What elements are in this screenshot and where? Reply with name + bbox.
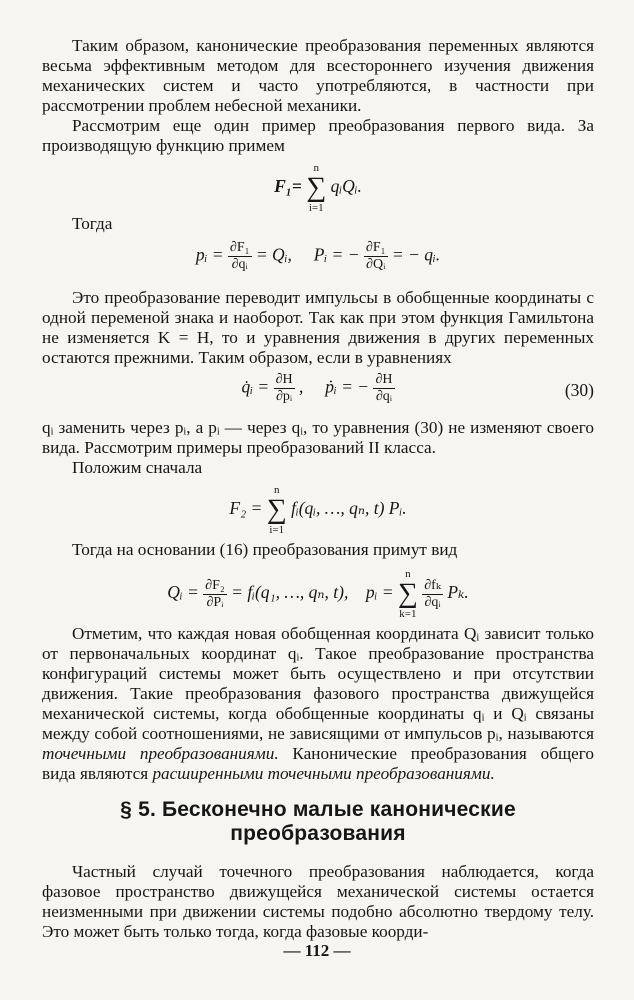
emphasis-point-transforms: точечными преобразованиями. [42, 744, 279, 763]
page-body [42, 36, 594, 942]
formula-f2: F₂ = n ∑ i=1 fᵢ(qᵢ, …, qₙ, t) Pᵢ. [229, 484, 407, 536]
paragraph-6: Тогда на основании (16) преобразования примут вид [72, 540, 458, 559]
formula-f1: F₁= n ∑ i=1 qᵢQᵢ. [274, 162, 362, 214]
paragraph-1: Таким образом, канонические преобразования переменных являются весьма эффективным методом для всестороннего изучения движения механических систем и часто употребляются, в частности при рассмотрении проблем небесной механики. [42, 36, 594, 115]
section-heading: § 5. Бесконечно малые канонические преобразования [120, 798, 516, 845]
paragraph-3: Это преобразование переводит импульсы в обобщенные координаты с одной переменой знака и наоборот. Так как при этом функция Гамильтона не изменяется K = H, то и уравнения движения в других переменных остаются прежними. Таким образом, если в уравнениях [42, 288, 594, 367]
page-number: — 112 — [283, 941, 351, 960]
formula-p: pᵢ = $\frac{\text{∂F₁}}{\text{∂qᵢ}}$ = Qᵢ, Pᵢ = − $\frac{\text{∂F₁}}{\text{∂Qᵢ}}$ = − qᵢ. [195, 240, 441, 272]
sum-symbol: n ∑ k=1 [397, 568, 418, 620]
then-label-1: Тогда [72, 214, 113, 233]
sum-symbol: n ∑ i=1 [306, 162, 327, 214]
paragraph-2: Рассмотрим еще один пример преобразования первого вида. За производящую функцию примем [42, 116, 594, 155]
emphasis-extended-point-transforms: расширенными точечными преобразованиями. [152, 764, 495, 783]
paragraph-7: Отметим, что каждая новая обобщенная координата Qᵢ зависит только от первоначальных координат qᵢ. Такое преобразование пространства конфигураций системы может быть осуществлено и при отсутствии движения. Такие преобразования фазового пространства движущейся механической системы, когда обобщенные координаты qᵢ и Qᵢ связаны между собой соотношениями, не зависящими от импульсов pᵢ, называются точечными преобразованиями. Канонические преобразования общего вида являются расширенными точечными преобразованиями. [42, 624, 595, 783]
formula-q: Qᵢ = $\frac{\text{∂F₂}}{\text{∂Pᵢ}}$ = fᵢ(q₁, …, qₙ, t), pᵢ = n ∑ k=1 $\frac{\text{∂fₖ}}{\text{∂qᵢ}}$ Pₖ. [167, 568, 469, 620]
formula-30: q̇ᵢ = $\frac{\partial H}{\text{∂pᵢ}}$ , ṗᵢ = − $\frac{\partial H}{\text{∂qᵢ}}$ (30) [241, 372, 594, 404]
equation-number: (30) [564, 380, 594, 400]
paragraph-4: qᵢ заменить через pᵢ, а pᵢ — через qᵢ, то уравнения (30) не изменяют своего вида. Рассмотрим примеры преобразований II класса. [42, 418, 594, 457]
paragraph-5: Положим сначала [72, 458, 203, 477]
sum-symbol: n ∑ i=1 [266, 484, 287, 536]
paragraph-8: Частный случай точечного преобразования наблюдается, когда фазовое пространство движущейся механической системы остается неизменными при движении системы подобно абсолютно твердому телу. Это может быть только тогда, когда фазовые коорди- [42, 862, 594, 941]
